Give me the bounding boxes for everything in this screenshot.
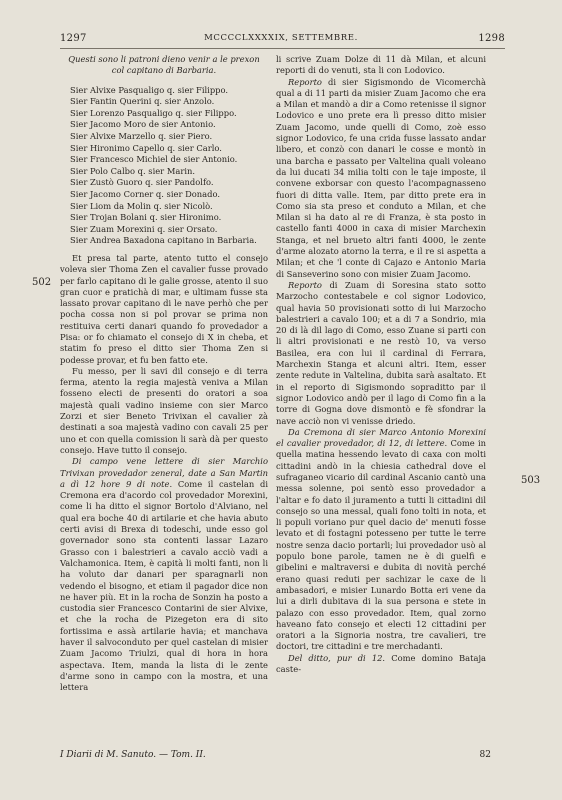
reporto-body: di Zuam di Soresina stato sotto Marzocho contestabele e col signor Lodovico, qual havia 50 provisionati sotto di lui Marzocho balestrieri a cavalo 100; et a di 7 a Sondrio, mia 20 di là dil lago di Como, esso Zuane si parti con li altri provisionati e ne restò 10, va verso Basilea, era con lui il cardinal di Ferrara, Marchexin Stanga et alcuni altri. Item, esser zente redute in Valtelina, dubita sarà asaltato. Et in el reporto di Sigismondo sopraditto par il signor Lodovico andò per il lago di Como fin a la torre di Gogna dove dismontò e fè sfondrar la nave acciò non vi venisse driedo.: [276, 279, 486, 426]
list-item: Sier Zuam Morexini q. sier Orsato.: [70, 223, 218, 234]
page-number-left: 1297: [60, 33, 87, 44]
list-item: Sier Zustò Guoro q. sier Pandolfo.: [70, 177, 214, 188]
list-item: Sier Lorenzo Pasqualigo q. sier Filippo.: [70, 107, 237, 118]
list-item: Sier Polo Calbo q. sier Marin.: [70, 165, 196, 176]
list-item: Sier Hironimo Capello q. sier Carlo.: [70, 142, 222, 153]
paragraph-reporto-soresina: [276, 280, 486, 427]
letter-heading: Del ditto, pur di 12.: [288, 652, 386, 663]
list-item: Sier Liom da Molin q. sier Nicolò.: [70, 200, 213, 211]
letter-body: Come il castelan di Cremona era d'acordo col provedador Morexini, come li ha ditto el signor Bortolo d'Alviano, nel qual era boche 40 di artilarie et che havia abuto certi avisi di Brexa di todeschi, unde esso gol governador sono sta contenti lassar Lazaro Grasso con i balestrieri a cavalo acciò vadi a Valchamonica. Item, è capità li molti fanti, non li ha voluto dar danari per sparagnarli non vedendo el bisogno, et etiam il pagador dice non ne haver più. Et in la rocha de Sonzin ha posto a custodia sier Francesco Contarini de sier Alvixe, et che la rocha de Pizegeton era di sito fortissima e assà artilarie havia; et manchava haver il salvoconduto per quel castelan di misier Zuam Jacomo Triulzi, qual di hora in hora aspectava. Item, manda la lista di le zente d'arme sono in campo con la mostra, et una lettera: [60, 478, 268, 693]
reporto-heading: Reporto: [288, 279, 322, 290]
list-item: Sier Francesco Michiel de sier Antonio.: [70, 154, 238, 165]
letter-heading: Di campo vene lettere di sier Marchio Trivixan provedador zeneral, date a San Martin a dì 12 hore 9 di note.: [60, 456, 268, 489]
list-item: Sier Trojan Bolani q. sier Hironimo.: [70, 212, 222, 223]
page-number-right: 1298: [478, 33, 505, 44]
paragraph-continuation: li scrive Zuam Dolze di 11 dà Milan, et alcuni reporti di do venuti, sta li con Lodovico.: [276, 54, 486, 76]
left-column: [60, 54, 268, 693]
paragraph-oratori: Fu messo, per li savi dil consejo e di terra ferma, atento la regia majestà veniva a Milan fosseno electi de presenti do oratori a soa majestà quali vadino insieme con sier Marco Zorzi et sier Beneto Trivixan el cavalier zà destinati a soa majestà vadino con cavali 25 per uno et con quella comission li sarà dà per questo consejo. Have tutto il consejo.: [60, 365, 268, 455]
paragraph-del-ditto: [276, 653, 486, 676]
list-item: Sier Fantin Querini q. sier Anzolo.: [70, 96, 215, 107]
margin-number-right: 503: [521, 475, 541, 486]
signature-number: 82: [479, 750, 491, 760]
list-caption: Questi sono li patroni dieno venir a le prexon col capitano di Barbaria.: [68, 54, 260, 76]
margin-number-left: 502: [32, 277, 52, 288]
paragraph-campo-letter: [60, 456, 268, 693]
letter-body: Come in quella matina hessendo levato di caxa con molti cittadini andò in la chiesia cathedral dove el sufraganeo vicario dil cardinal Ascanio cantò una messa solenne, poi sentò esso provedador a l'altar e fo dato il juramento a tutti li cittadini dil consejo so una messal, quali fono tolti in nota, et li populi voriano pur quel dacio de' menuti fosse levato et di fostagni potesseno per tutte le terre nostre senza dacio portarli; lui provedador usò al populo bone parole, tamen ne è di guelfi e gibelini e maltraversi e dubita di novità perché erano quasi reduti per sachizar le caxe de li ambasadori, e misier Lunardo Botta eri vene da lui a dirli dubitava di la sua persona e stete in palazo con esso provedador. Item, qual zorno haveano fato consejo et electi 12 cittadini per oratori a la Signoria nostra, tre cavalieri, tre doctori, tre cittadini e tre merchadanti.: [276, 438, 486, 652]
paragraph-reporto-sigismondo: [276, 77, 486, 280]
header-rule: [60, 48, 505, 49]
list-item: Sier Jacomo Moro de sier Antonio.: [70, 119, 216, 130]
letter-body: Come domino Bataja caste-: [276, 652, 487, 675]
paragraph-thoma-zen: Et presa tal parte, atento tutto el consejo voleva sier Thoma Zen el cavalier fusse provado per farlo capitano di le galie grosse, atento il suo gran cuor e pratichà di mar, e ultimam fusse sta lassato provar capitano di le nave perhò che per pocha cossa non si pol provar se prima non restituiva certi danari quando fo provedador a Pisa: or fo chiamato el consejo di X in cheba, et statim fo preso el ditto sier Thoma Zen si podesse provar, et fu ben fatto ete.: [60, 252, 269, 365]
right-column: [276, 54, 486, 675]
list-item: Sier Jacomo Corner q. sier Donado.: [70, 188, 221, 199]
reporto-heading: Reporto: [288, 76, 322, 87]
list-item: Sier Andrea Baxadona capitano in Barbaria.: [70, 235, 257, 246]
patron-list: [70, 85, 268, 247]
page-footer: [60, 750, 508, 760]
reporto-body: di sier Sigismondo de Vicomerchà qual a di 11 parti da misier Zuam Jacomo che era a Milan et mandò a dir a Como retenisse il signor Lodovico e uno prete era lì presso ditto misier Zuam Jacomo, unde quelli di Como, zoè esso signor Lodovico, fe una crida fusse lassato andar libero, et conzò con danari le cosse e montò in una barcha e passato per Valtelina quali voleano da lui ducati 34 milia tolti con le taje imposte, il convene exborsar con questo l'acompagnasseno fuori di ditta valle. Item, par ditto prete era in Como sia sta preso et conduto a Milan, et che Milan si ha dato al re di Franza, è sta posto in castello fanti 4000 in caxa di misier Marchexin Stanga, et nel brueto altri fanti 4000, le zente d'arme alozato atorno la terra, e il re si aspetta a Milan; et che 'l conte di Cajazo e Antonio Maria di Sanseverino sono con misier Zuam Jacomo.: [276, 76, 486, 279]
running-header-date: MCCCCLXXXXIX, SETTEMBRE.: [204, 33, 358, 43]
list-item: Sier Alvixe Pasqualigo q. sier Filippo.: [70, 84, 229, 95]
list-item: Sier Alvixe Marzello q. sier Piero.: [70, 130, 213, 141]
letter-heading: Da Cremona di sier Marco Antonio Morexini el cavalier provedador, di 12, di lettere.: [276, 426, 486, 449]
paragraph-cremona-letter: [276, 427, 486, 653]
footer-title: I Diarii di M. Sanuto. — Tom. II.: [60, 750, 206, 760]
